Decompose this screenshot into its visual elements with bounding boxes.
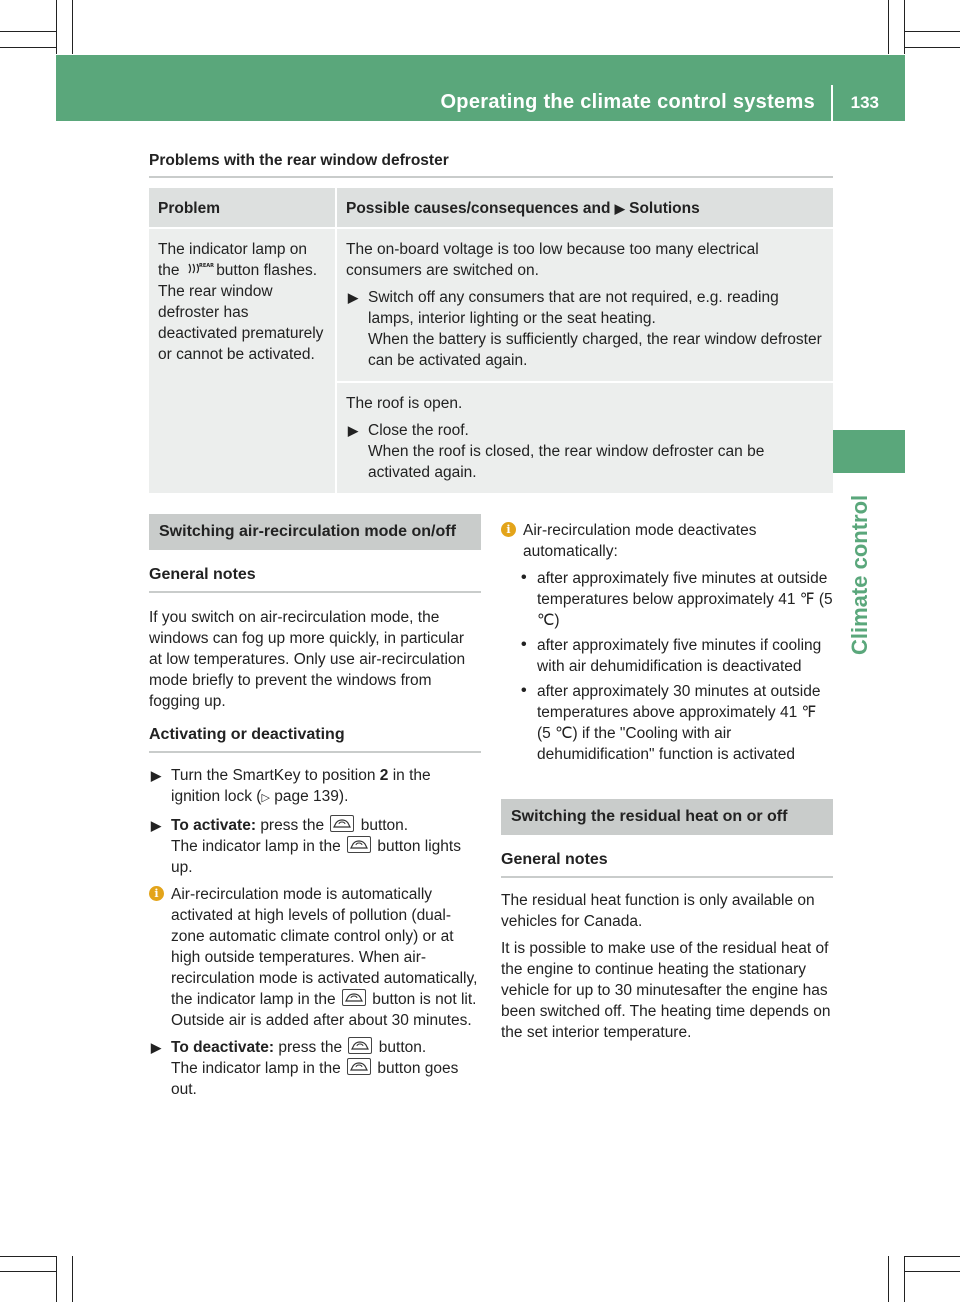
step-item [149, 765, 481, 809]
key-position: 2 [379, 767, 389, 784]
cause-text: The roof is open. [346, 395, 463, 412]
car-recirculation-icon [330, 815, 354, 832]
solution-note: When the battery is sufficiently charged, the rear window defroster can be activated again. [368, 331, 822, 369]
crop-mark [0, 1271, 56, 1272]
crop-mark [0, 31, 56, 32]
info-text: button is not lit. Outside air is added after about 30 minutes. [171, 991, 477, 1029]
left-column [149, 514, 481, 1106]
page-header [56, 55, 905, 121]
crop-mark [56, 0, 57, 54]
step-text: in the ignition lock ( [171, 767, 431, 805]
column-header-solutions-text: Solutions [629, 200, 700, 217]
step-note: button goes out. [171, 1060, 459, 1098]
crop-mark [56, 1256, 57, 1302]
car-recirculation-icon [342, 989, 366, 1006]
cause-cell [335, 383, 833, 493]
table-row [149, 229, 833, 381]
step-text: button. [360, 817, 409, 834]
problem-text-b: button flashes. The rear window defroster has deactivated prematurely or cannot be activated. [158, 262, 324, 363]
solution-note: When the roof is closed, the rear window defroster can be activated again. [368, 443, 765, 481]
crop-mark [904, 1256, 905, 1302]
info-icon: i [149, 886, 164, 901]
section-banner: Switching air-recirculation mode on/off [149, 514, 481, 550]
arrow-step-icon: ▶ [151, 818, 161, 833]
chapter-tab [832, 430, 905, 473]
step-text: ). [338, 788, 349, 805]
step-text: button. [378, 1039, 427, 1056]
arrow-step-icon: ▶ [151, 1040, 161, 1055]
crop-mark [0, 47, 56, 48]
solution-step-text: Close the roof. [368, 422, 469, 439]
header-divider [831, 85, 833, 121]
step-note: button lights up. [171, 838, 461, 876]
column-header-problem: Problem [149, 188, 335, 227]
crop-mark [905, 47, 960, 48]
page-reference[interactable]: page 139 [274, 788, 339, 805]
paragraph: If you switch on air-recirculation mode, the windows can fog up more quickly, in particular at low temperatures. Only use air-recirculation mode briefly to prevent the windows from fogging up. [149, 609, 466, 710]
step-item [149, 1037, 481, 1100]
problem-table [149, 186, 833, 495]
paragraph: It is possible to make use of the residual heat of the engine to continue heating the stationary vehicle for up to 30 minutesafter the engine has been switched off. The heating time depends on the set interior temperature. [501, 940, 831, 1041]
arrow-step-icon: ▶ [348, 423, 358, 438]
step-text: press the [260, 817, 325, 834]
solution-step [346, 287, 824, 371]
problem-text-a: The indicator lamp on the [158, 241, 308, 279]
crop-mark [888, 0, 889, 54]
step-note: The indicator lamp in the [171, 838, 341, 855]
section-rule [149, 176, 833, 178]
crop-mark [888, 1256, 889, 1302]
paragraph: The residual heat function is only available on vehicles for Canada. [501, 892, 815, 930]
step-label: To activate: [171, 817, 256, 834]
cause-cell [335, 229, 833, 381]
car-recirculation-icon [347, 1058, 371, 1075]
chapter-label: Climate control [847, 494, 872, 655]
subheading: General notes [501, 849, 833, 878]
step-text: press the [278, 1039, 343, 1056]
step-label: To deactivate: [171, 1039, 275, 1056]
step-note: The indicator lamp in the [171, 1060, 341, 1077]
list-item: • after approximately five minutes at outside temperatures below approximately 41 ℉ (5 ℃) [519, 568, 833, 631]
column-header-causes [335, 188, 833, 227]
info-text: Air-recirculation mode is automatically activated at high levels of pollution (dual-zone automatic climate control only) or at high outside temperatures. When air-recirculation mode is activated automatically, the indicator lamp in the [171, 886, 478, 1008]
crop-mark [0, 1256, 56, 1257]
info-note [149, 884, 481, 1031]
table-header-row [149, 188, 833, 227]
solution-step [346, 420, 824, 483]
arrow-step-icon: ▶ [614, 201, 625, 216]
step-item [149, 815, 481, 878]
crop-mark [72, 1256, 73, 1302]
crop-mark [72, 0, 73, 54]
right-column [501, 520, 833, 1049]
solution-step-text: Switch off any consumers that are not required, e.g. reading lamps, interior lighting or the seat heating. [368, 289, 779, 327]
list-item: • after approximately 30 minutes at outside temperatures above approximately 41 ℉ (5 ℃) if the "Cooling with air dehumidification" function is activated [519, 681, 833, 765]
svg-text:REAR: REAR [198, 263, 214, 269]
car-recirculation-icon [348, 1037, 372, 1054]
rear-defroster-icon [187, 261, 214, 277]
list-item: • after approximately five minutes if cooling with air dehumidification is deactivated [519, 635, 833, 677]
info-text: Air-recirculation mode deactivates automatically: [523, 522, 757, 560]
info-note [501, 520, 833, 562]
section-banner: Switching the residual heat on or off [501, 799, 833, 835]
header-title: Operating the climate control systems [440, 91, 815, 113]
problem-cell [149, 229, 335, 493]
bullet-list [501, 568, 833, 765]
info-icon: i [501, 522, 516, 537]
step-text: Turn the SmartKey to position [171, 767, 376, 784]
crop-mark [904, 0, 905, 54]
page-number: 133 [850, 93, 879, 112]
crop-mark [905, 1271, 960, 1272]
column-header-causes-text: Possible causes/consequences and [346, 200, 611, 217]
subheading: General notes [149, 564, 481, 593]
cause-text: The on-board voltage is too low because too many electrical consumers are switched on. [346, 241, 759, 279]
crop-mark [905, 31, 960, 32]
car-recirculation-icon [347, 836, 371, 853]
crop-mark [905, 1256, 960, 1257]
arrow-step-icon: ▶ [348, 290, 358, 305]
page-ref-icon: ▷ [261, 792, 270, 804]
subheading: Activating or deactivating [149, 724, 481, 753]
arrow-step-icon: ▶ [151, 768, 161, 783]
section-title: Problems with the rear window defroster [149, 152, 449, 169]
